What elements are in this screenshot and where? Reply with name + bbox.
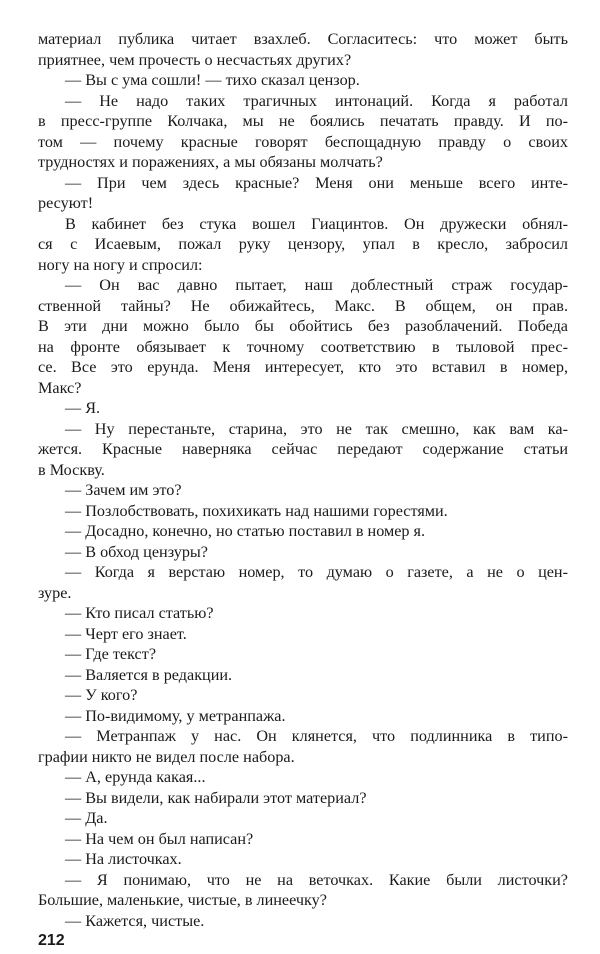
text-line: — Валяется в редакции.: [65, 665, 233, 684]
text-line: — У кого?: [65, 686, 138, 704]
text-line: — Досадно, конечно, но статью поставил в номер я.: [65, 522, 426, 540]
text-line: — Когда я верстаю номер, то думаю о газете, а не о цен-: [65, 563, 568, 581]
page-body-text: [38, 29, 568, 931]
text-line: ногу на ногу и спросил:: [38, 255, 203, 274]
text-line: — Черт его знает.: [65, 624, 187, 643]
text-line: — Ну перестаньте, старина, это не так смешно, как вам ка-: [65, 419, 568, 438]
text-line: — Я понимаю, что не на веточках. Какие были листочки?: [65, 870, 568, 889]
text-line: графии никто не видел после набора.: [38, 747, 295, 766]
text-line: материал публика читает взахлеб. Согласитесь: что может быть: [38, 30, 568, 48]
text-line: — По-видимому, у метранпажа.: [65, 706, 286, 725]
text-line: — Метранпаж у нас. Он клянется, что подлинника в типо-: [65, 727, 568, 745]
text-line: в пресс-группе Колчака, мы не боялись печатать правду. И по-: [38, 112, 568, 130]
text-line: се. Все это ерунда. Меня интересует, кто это вставил в номер,: [38, 358, 568, 376]
text-line: Макс?: [38, 378, 82, 397]
text-line: — Вы с ума сошли! — тихо сказал цензор.: [65, 71, 360, 89]
text-line: — При чем здесь красные? Меня они меньше всего инте-: [65, 173, 568, 192]
text-line: — Где текст?: [65, 645, 157, 663]
text-line: — Зачем им это?: [65, 481, 182, 499]
text-line: — Да.: [65, 809, 108, 827]
text-line: том — почему красные говорят беспощадную правду о своих: [38, 132, 568, 151]
text-line: В эти дни можно было бы обойтись без разоблачений. Победа: [38, 317, 568, 335]
text-line: трудностях и поражениях, а мы обязаны молчать?: [38, 153, 383, 171]
text-line: — На листочках.: [65, 850, 182, 868]
text-line: приятнее, чем прочесть о несчастьях других?: [38, 50, 352, 69]
text-line: — Вы видели, как набирали этот материал?: [65, 788, 367, 807]
text-line: В кабинет без стука вошел Гиацинтов. Он дружески обнял-: [65, 214, 568, 233]
text-line: — Я.: [65, 399, 101, 417]
text-line: зуре.: [38, 583, 72, 602]
text-line: — Кто писал статью?: [65, 604, 214, 622]
text-line: Большие, маленькие, чистые, в линеечку?: [38, 891, 327, 909]
text-line: в Москву.: [38, 460, 105, 479]
text-line: — Он вас давно пытает, наш доблестный страж государ-: [65, 276, 568, 294]
text-line: ственной тайны? Не обижайтесь, Макс. В общем, он прав.: [38, 296, 568, 315]
text-line: — Позлобствовать, похихикать над нашими горестями.: [65, 501, 448, 520]
text-line: ресуют!: [38, 194, 94, 212]
text-line: — На чем он был написан?: [65, 829, 254, 848]
text-line: — Не надо таких трагичных интонаций. Когда я работал: [65, 91, 568, 110]
page-number: 212: [38, 932, 65, 949]
text-line: ся с Исаевым, пожал руку цензору, упал в кресло, забросил: [38, 235, 568, 253]
text-line: жется. Красные наверняка сейчас передают содержание статьи: [38, 440, 568, 458]
text-line: на фронте обязывает к точному соответствию в тыловой прес-: [38, 337, 568, 356]
text-line: — Кажется, чистые.: [65, 911, 205, 930]
text-line: — А, ерунда какая...: [65, 768, 206, 786]
text-line: — В обход цензуры?: [65, 542, 208, 561]
